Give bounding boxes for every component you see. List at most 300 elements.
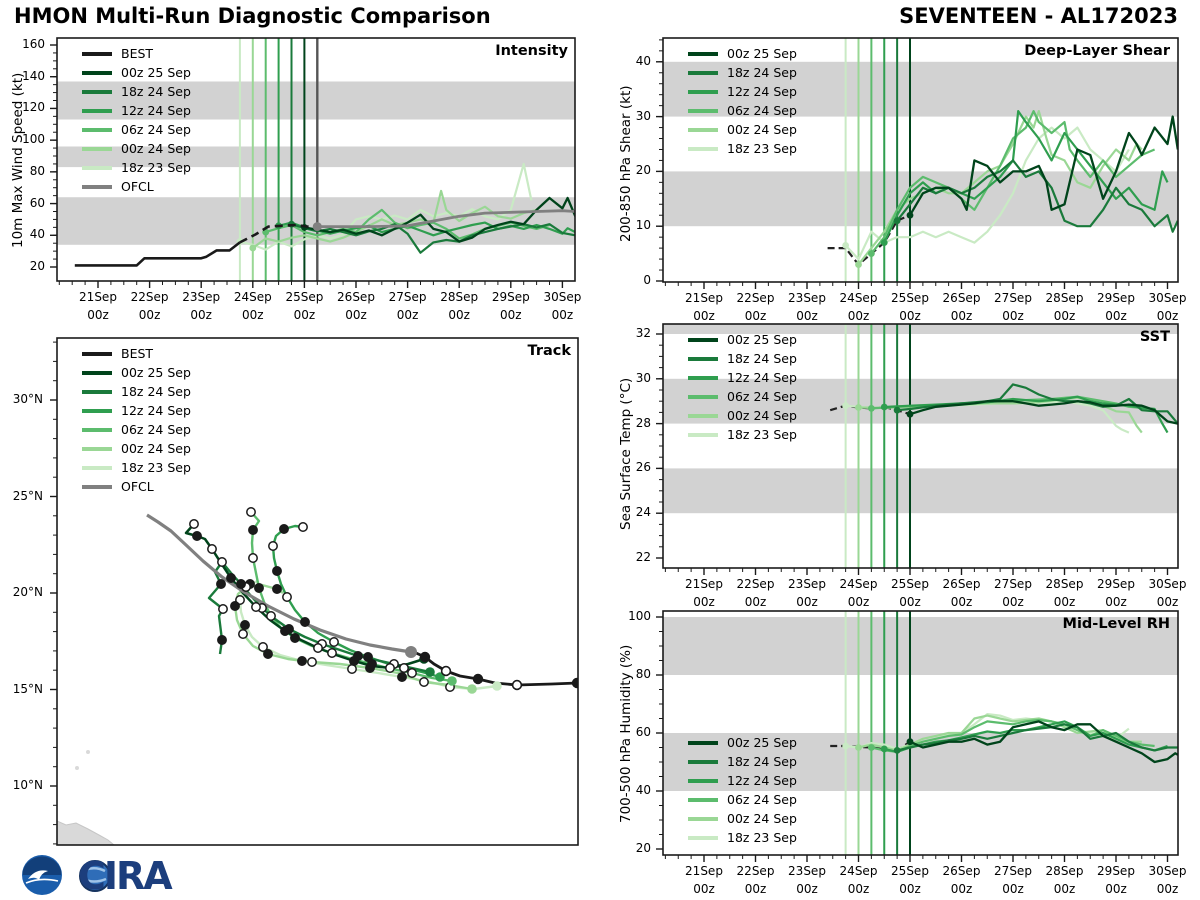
x-tick-label: 28Sep — [1045, 864, 1084, 878]
x-tick-hour: 00z — [693, 595, 715, 609]
panel-label-track: Track — [527, 343, 571, 359]
legend-entry — [82, 120, 191, 139]
ofcl-marker — [313, 222, 322, 231]
x-tick-hour: 00z — [190, 308, 212, 322]
legend-swatch — [82, 128, 112, 132]
y-tick-label: 20 — [635, 841, 651, 855]
track-00z-marker — [264, 650, 272, 658]
legend-entry — [688, 406, 797, 425]
x-tick-hour: 00z — [899, 309, 921, 323]
x-tick-hour: 00z — [693, 882, 715, 896]
x-tick-hour: 00z — [293, 308, 316, 322]
legend-sst — [688, 330, 797, 444]
legend-label: 18z 24 Sep — [121, 384, 191, 399]
y-tick-label: 60 — [29, 195, 45, 210]
legend-label: 00z 25 Sep — [121, 65, 191, 80]
x-tick-hour: 00z — [796, 309, 818, 323]
legend-entry — [688, 63, 797, 82]
x-tick-label: 29Sep — [1097, 577, 1135, 591]
track-00z-marker — [231, 602, 239, 610]
y-tick-label: 60 — [635, 725, 651, 739]
x-tick-hour: 00z — [1002, 309, 1024, 323]
track-init-marker — [425, 667, 435, 677]
track-12z-marker — [386, 664, 394, 672]
x-tick-label: 27Sep — [994, 577, 1032, 591]
init-marker — [894, 407, 901, 414]
y-tick-label: 26 — [635, 460, 651, 475]
track-12z-marker — [267, 612, 275, 620]
x-tick-hour: 00z — [1002, 595, 1024, 609]
x-tick-label: 22Sep — [130, 290, 169, 304]
x-tick-hour: 00z — [345, 308, 367, 322]
y-tick-label: 40 — [635, 783, 651, 797]
legend-swatch — [82, 52, 112, 56]
track-12z-marker — [219, 605, 227, 613]
y-tick-label: 140 — [22, 68, 45, 83]
legend-label: 06z 24 Sep — [121, 122, 191, 137]
init-marker — [881, 746, 888, 753]
x-tick-label: 24Sep — [839, 864, 878, 878]
legend-swatch — [82, 409, 112, 413]
x-tick-label: 27Sep — [994, 864, 1032, 878]
y-tick-label: 160 — [22, 37, 45, 51]
x-tick-hour: 00z — [950, 309, 973, 323]
legend-entry — [688, 425, 797, 444]
legend-swatch — [82, 71, 112, 75]
y-tick-label: 80 — [29, 163, 45, 178]
legend-label: 12z 24 Sep — [727, 84, 797, 99]
x-tick-label: 28Sep — [440, 290, 479, 304]
legend-label: BEST — [121, 46, 154, 61]
legend-label: 00z 25 Sep — [727, 332, 797, 347]
legend-entry — [688, 771, 797, 790]
x-tick-hour: 00z — [242, 308, 264, 322]
legend-label: OFCL — [121, 179, 154, 194]
legend-entry — [688, 752, 797, 771]
x-tick-hour: 00z — [796, 882, 818, 896]
x-tick-label: 23Sep — [182, 290, 221, 304]
x-tick-label: 25Sep — [891, 291, 929, 305]
legend-label: 00z 25 Sep — [121, 365, 191, 380]
ylabel-shear: 200-850 hPa Shear (kt) — [618, 85, 634, 242]
x-tick-label: 30Sep — [543, 290, 582, 304]
init-marker — [842, 242, 849, 249]
legend-label: 18z 23 Sep — [121, 160, 191, 175]
init-marker — [855, 404, 862, 411]
legend-entry — [82, 63, 191, 82]
track-00z-marker — [298, 657, 306, 665]
track-00z-marker — [350, 657, 358, 665]
y-tick-label: 24 — [635, 505, 651, 520]
track-12z-marker — [408, 669, 416, 677]
init-marker — [881, 239, 888, 246]
legend-label: 00z 25 Sep — [727, 735, 797, 750]
track-12z-marker — [348, 665, 356, 673]
x-tick-hour: 00z — [950, 882, 973, 896]
legend-label: 00z 24 Sep — [727, 408, 797, 423]
track-00z-marker — [291, 634, 299, 642]
track-12z-marker — [218, 558, 226, 566]
legend-entry — [82, 344, 191, 363]
init-marker — [907, 212, 914, 219]
legend-entry — [82, 82, 191, 101]
x-tick-hour: 00z — [1105, 595, 1127, 609]
track-00z-marker — [218, 636, 226, 644]
legend-entry — [82, 439, 191, 458]
legend-swatch — [688, 338, 718, 342]
x-tick-label: 23Sep — [788, 577, 826, 591]
x-tick-hour: 00z — [847, 882, 870, 896]
x-tick-label: 24Sep — [233, 290, 272, 304]
legend-entry — [82, 401, 191, 420]
init-marker — [868, 405, 875, 412]
x-tick-label: 22Sep — [736, 291, 775, 305]
track-12z-marker — [400, 664, 408, 672]
ylabel-rh: 700-500 hPa Humidity (%) — [618, 644, 634, 823]
init-marker — [855, 261, 862, 268]
x-tick-label: 27Sep — [994, 291, 1032, 305]
y-tick-label: 20 — [635, 163, 651, 178]
legend-label: 06z 24 Sep — [727, 103, 797, 118]
y-tick-label: 30 — [635, 108, 651, 123]
x-tick-label: 27Sep — [388, 290, 427, 304]
legend-swatch — [688, 52, 718, 56]
x-tick-label: 26Sep — [337, 290, 375, 304]
y-tick-label: 120 — [22, 100, 45, 115]
best-12z-marker — [513, 681, 522, 690]
track-00z-marker — [237, 580, 245, 588]
legend-label: 18z 24 Sep — [727, 754, 797, 769]
best-12z-marker — [442, 667, 451, 676]
legend-label: 12z 24 Sep — [121, 403, 191, 418]
legend-label: 18z 23 Sep — [121, 460, 191, 475]
init-marker — [842, 402, 849, 409]
lat-tick-label: 30°N — [12, 392, 43, 406]
legend-swatch — [82, 166, 112, 170]
track-00z-marker — [255, 584, 263, 592]
ylabel-intensity: 10m Max Wind Speed (kt) — [10, 72, 26, 248]
legend-label: OFCL — [121, 479, 154, 494]
lat-tick-label: 10°N — [12, 778, 43, 792]
x-tick-hour: 00z — [1105, 882, 1127, 896]
x-tick-label: 29Sep — [1097, 291, 1135, 305]
x-tick-hour: 00z — [744, 309, 767, 323]
legend-swatch — [82, 185, 112, 189]
track-init-marker — [447, 676, 457, 686]
legend-label: 00z 24 Sep — [727, 811, 797, 826]
y-tick-label: 20 — [29, 259, 45, 273]
legend-entry — [688, 349, 797, 368]
legend-swatch — [82, 109, 112, 113]
y-tick-label: 40 — [29, 227, 45, 242]
x-tick-label: 24Sep — [839, 577, 878, 591]
legend-label: 18z 24 Sep — [727, 65, 797, 80]
legend-entry — [82, 458, 191, 477]
x-tick-hour: 00z — [1105, 309, 1127, 323]
island — [86, 750, 90, 754]
legend-label: 18z 23 Sep — [727, 141, 797, 156]
x-tick-hour: 00z — [1002, 882, 1024, 896]
track-00z-marker — [249, 526, 257, 534]
y-tick-label: 22 — [635, 550, 651, 564]
legend-entry — [82, 363, 191, 382]
legend-swatch — [688, 741, 718, 745]
legend-label: 18z 23 Sep — [727, 427, 797, 442]
panel-track — [57, 508, 581, 845]
x-tick-label: 26Sep — [942, 577, 981, 591]
legend-label: 18z 24 Sep — [121, 84, 191, 99]
legend-entry — [82, 158, 191, 177]
ofcl-position-marker — [405, 646, 417, 658]
legend-swatch — [688, 414, 718, 418]
init-marker — [907, 411, 914, 418]
legend-entry — [688, 82, 797, 101]
legend-swatch — [82, 371, 112, 375]
track-12z-marker — [314, 644, 322, 652]
track-00z-marker — [273, 567, 281, 575]
lat-tick-label: 20°N — [12, 585, 43, 599]
legend-label: 06z 24 Sep — [727, 389, 797, 404]
legend-swatch — [82, 147, 112, 151]
track-12z-marker — [249, 554, 257, 562]
legend-swatch — [688, 90, 718, 94]
cira-logo — [78, 854, 173, 898]
x-tick-label: 21Sep — [685, 864, 723, 878]
legend-swatch — [688, 147, 718, 151]
legend-label: 00z 24 Sep — [121, 141, 191, 156]
x-tick-label: 21Sep — [685, 291, 723, 305]
panel-label-rh: Mid-Level RH — [1062, 616, 1170, 632]
logo-strip — [12, 852, 272, 898]
track-OFCL — [147, 515, 411, 652]
init-marker — [907, 738, 914, 745]
init-marker — [855, 744, 862, 751]
x-tick-label: 29Sep — [1097, 864, 1135, 878]
x-tick-label: 28Sep — [1045, 577, 1084, 591]
legend-label: 06z 24 Sep — [121, 422, 191, 437]
track-12z-marker — [190, 520, 198, 528]
track-00z-marker — [217, 580, 225, 588]
track-12z-marker — [283, 593, 291, 601]
x-tick-label: 25Sep — [891, 577, 929, 591]
best-00z-marker — [474, 675, 483, 684]
x-tick-label: 21Sep — [79, 290, 117, 304]
legend-entry — [82, 139, 191, 158]
legend-swatch — [688, 433, 718, 437]
legend-intensity — [82, 44, 191, 196]
init-marker — [842, 743, 849, 750]
legend-label: 00z 25 Sep — [727, 46, 797, 61]
legend-entry — [688, 44, 797, 63]
legend-swatch — [82, 428, 112, 432]
x-tick-hour: 00z — [847, 595, 870, 609]
legend-swatch — [688, 836, 718, 840]
track-00z-marker — [281, 627, 289, 635]
storm-title: SEVENTEEN - AL172023 — [899, 4, 1178, 28]
x-tick-hour: 00z — [1156, 595, 1179, 609]
track-00z-marker — [301, 618, 309, 626]
legend-swatch — [688, 128, 718, 132]
track-12z-marker — [239, 630, 247, 638]
x-tick-hour: 00z — [899, 882, 921, 896]
y-tick-label: 100 — [628, 609, 651, 623]
x-tick-hour: 00z — [1053, 309, 1076, 323]
track-00z-marker — [398, 673, 406, 681]
x-tick-label: 30Sep — [1148, 291, 1187, 305]
best-00z-marker — [573, 679, 582, 688]
legend-entry — [82, 177, 191, 196]
track-00z-marker — [273, 585, 281, 593]
init-marker — [894, 747, 901, 754]
x-tick-hour: 00z — [500, 308, 522, 322]
x-tick-label: 30Sep — [1148, 864, 1187, 878]
page-title: HMON Multi-Run Diagnostic Comparison — [14, 4, 491, 28]
track-12z-marker — [330, 638, 338, 646]
legend-entry — [82, 420, 191, 439]
x-tick-label: 22Sep — [736, 864, 775, 878]
track-00z-marker — [280, 525, 288, 533]
x-tick-label: 30Sep — [1148, 577, 1187, 591]
x-tick-label: 29Sep — [491, 290, 530, 304]
x-tick-hour: 00z — [1156, 882, 1179, 896]
x-tick-label: 23Sep — [788, 864, 826, 878]
init-marker — [894, 217, 901, 224]
x-tick-label: 21Sep — [685, 577, 723, 591]
legend-entry — [688, 790, 797, 809]
legend-swatch — [688, 376, 718, 380]
legend-label: 00z 24 Sep — [121, 441, 191, 456]
legend-shear — [688, 44, 797, 158]
track-init-marker — [467, 684, 477, 694]
x-tick-label: 26Sep — [942, 291, 981, 305]
legend-entry — [688, 139, 797, 158]
ylabel-sst: Sea Surface Temp (°C) — [618, 377, 634, 530]
legend-swatch — [82, 90, 112, 94]
x-tick-hour: 00z — [744, 595, 767, 609]
y-tick-label: 80 — [635, 667, 651, 681]
band-sst — [663, 468, 1178, 513]
legend-label: 12z 24 Sep — [727, 370, 797, 385]
lat-tick-label: 25°N — [12, 488, 43, 503]
legend-label: 00z 24 Sep — [727, 122, 797, 137]
y-tick-label: 30 — [635, 370, 651, 385]
y-tick-label: 10 — [635, 218, 651, 233]
legend-entry — [688, 733, 797, 752]
legend-swatch — [688, 760, 718, 764]
x-tick-label: 25Sep — [285, 290, 324, 304]
legend-swatch — [82, 466, 112, 470]
legend-entry — [688, 387, 797, 406]
legend-swatch — [82, 352, 112, 356]
x-tick-hour: 00z — [138, 308, 161, 322]
legend-entry — [82, 44, 191, 63]
legend-entry — [688, 368, 797, 387]
track-00z-marker — [227, 574, 235, 582]
y-tick-label: 32 — [635, 326, 651, 340]
init-marker — [868, 250, 875, 257]
track-12z-marker — [420, 678, 428, 686]
track-00z-marker — [193, 532, 201, 540]
legend-entry — [688, 101, 797, 120]
x-tick-hour: 00z — [1053, 595, 1076, 609]
panel-label-intensity: Intensity — [495, 43, 568, 59]
x-tick-label: 28Sep — [1045, 291, 1084, 305]
legend-label: 12z 24 Sep — [727, 773, 797, 788]
x-tick-label: 26Sep — [942, 864, 981, 878]
init-marker — [249, 245, 256, 252]
legend-label: BEST — [121, 346, 154, 361]
legend-swatch — [688, 798, 718, 802]
track-18z 23 Sep — [240, 581, 497, 689]
track-12z-marker — [299, 523, 307, 531]
track-00z-marker — [241, 621, 249, 629]
cira-wordmark: CIRA — [78, 854, 171, 898]
x-tick-hour: 00z — [551, 308, 574, 322]
legend-label: 06z 24 Sep — [727, 792, 797, 807]
legend-swatch — [688, 395, 718, 399]
x-tick-hour: 00z — [950, 595, 973, 609]
legend-rh — [688, 733, 797, 847]
track-12z-marker — [269, 542, 277, 550]
x-tick-hour: 00z — [796, 595, 818, 609]
legend-track — [82, 344, 191, 496]
x-tick-hour: 00z — [396, 308, 419, 322]
x-tick-hour: 00z — [847, 309, 870, 323]
x-tick-label: 22Sep — [736, 577, 775, 591]
x-tick-label: 24Sep — [839, 291, 878, 305]
x-tick-hour: 00z — [1053, 882, 1076, 896]
legend-swatch — [688, 109, 718, 113]
track-00z-marker — [364, 653, 372, 661]
track-12z-marker — [247, 508, 255, 516]
y-tick-label: 28 — [635, 415, 651, 430]
y-tick-label: 100 — [22, 132, 45, 147]
island — [75, 766, 79, 770]
legend-swatch — [82, 390, 112, 394]
init-marker — [881, 404, 888, 411]
track-init-marker — [492, 681, 502, 691]
best-00z-marker — [421, 653, 430, 662]
legend-swatch — [688, 357, 718, 361]
noaa-logo — [22, 855, 62, 895]
track-12z-marker — [208, 545, 216, 553]
land-mass — [57, 821, 114, 845]
legend-swatch — [82, 485, 112, 489]
x-tick-hour: 00z — [87, 308, 109, 322]
legend-swatch — [82, 447, 112, 451]
legend-entry — [82, 477, 191, 496]
init-marker — [868, 744, 875, 751]
panel-label-shear: Deep-Layer Shear — [1024, 43, 1170, 59]
lat-tick-label: 15°N — [12, 681, 43, 696]
x-tick-label: 25Sep — [891, 864, 929, 878]
legend-entry — [688, 809, 797, 828]
legend-entry — [82, 101, 191, 120]
x-tick-hour: 00z — [693, 309, 715, 323]
x-tick-hour: 00z — [1156, 309, 1179, 323]
legend-swatch — [688, 71, 718, 75]
legend-label: 12z 24 Sep — [121, 103, 191, 118]
legend-label: 18z 23 Sep — [727, 830, 797, 845]
x-tick-hour: 00z — [744, 882, 767, 896]
x-tick-hour: 00z — [448, 308, 470, 322]
legend-swatch — [688, 817, 718, 821]
track-12z-marker — [252, 603, 260, 611]
x-tick-hour: 00z — [899, 595, 921, 609]
legend-entry — [688, 828, 797, 847]
legend-entry — [688, 330, 797, 349]
legend-entry — [688, 120, 797, 139]
